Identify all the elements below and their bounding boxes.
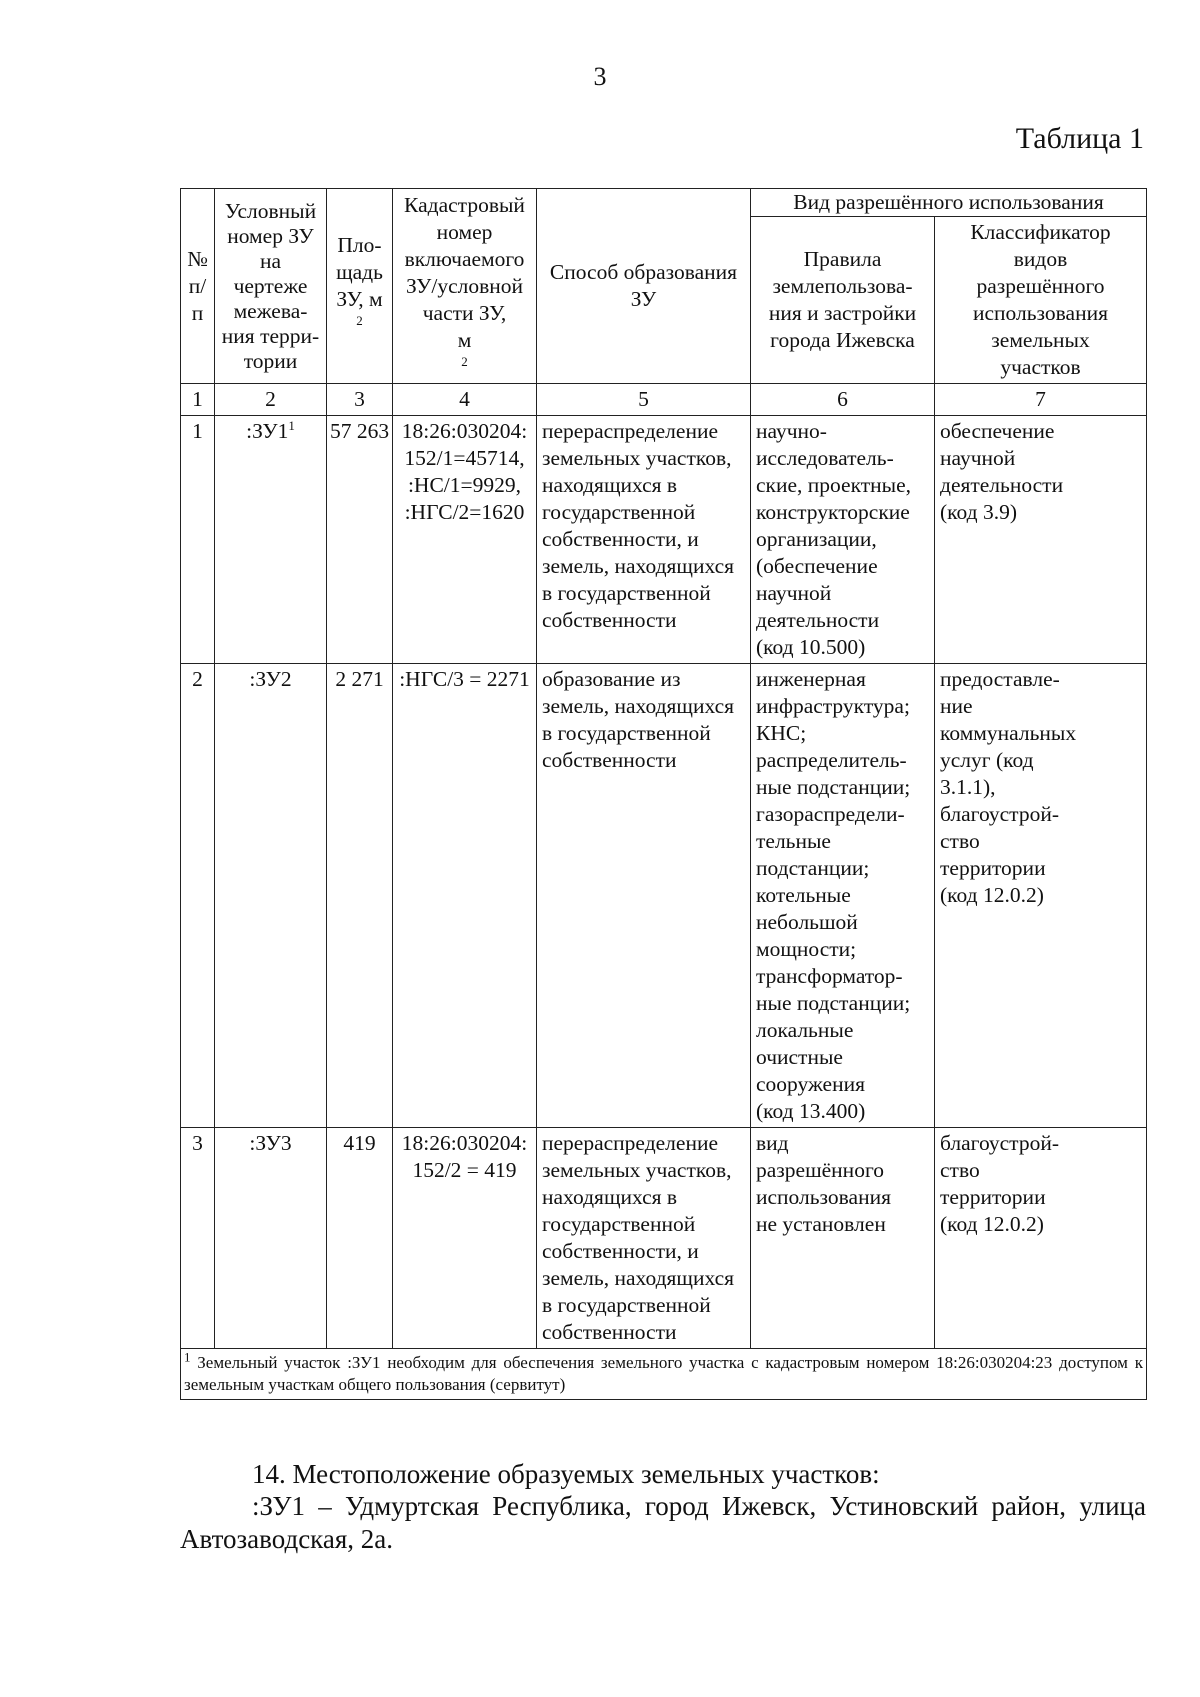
table-row [181,1128,1147,1349]
column-number: 3 [327,384,393,416]
column-number: 4 [393,384,537,416]
header-permitted-use-group: Вид разрешённого использования [751,189,1147,217]
footnote: $^1$ Земельный участок :ЗУ1 необходим для обеспечения земельного участка с кадастровым номером 18:26:030204:23 доступом к земельным участкам общего пользования (сервитут) [181,1349,1147,1400]
land-plots-table [180,188,1147,1400]
header-conditional-number: Условный номер ЗУ на чертеже межева- ния терри- тории [215,189,327,384]
land-use-rules-cell: инженерная инфраструктура; КНС; распределитель- ные подстанции; газораспредели- тельные подстанции; котельные небольшой мощности; трансформатор- ные подстанции; локальные очистные сооружения (код 13.400) [751,664,935,1128]
column-numbers-row [181,384,1147,416]
table-row [181,416,1147,664]
column-number: 7 [935,384,1147,416]
land-use-rules-cell: научно- исследователь- ские, проектные, конструкторские организации, (обеспечение научной деятельности (код 10.500) [751,416,935,664]
column-number: 5 [537,384,751,416]
area-cell: 57 263 [327,416,393,664]
zu-number-cell: :ЗУ2 [215,664,327,1128]
area-cell: 419 [327,1128,393,1349]
zu-number-cell: :ЗУ3 [215,1128,327,1349]
section-heading: 14. Местоположение образуемых земельных участков: [252,1459,880,1489]
column-number: 6 [751,384,935,416]
header-land-use-rules: Правила землепользова- ния и застройки города Ижевска [751,217,935,384]
column-number: 1 [181,384,215,416]
row-number-cell: 1 [181,416,215,664]
cadastral-cell: 18:26:030204: 152/2 = 419 [393,1128,537,1349]
header-formation-method: Способ образования ЗУ [537,189,751,384]
classifier-cell: предоставле- ние коммунальных услуг (код 3.1.1), благоустрой- ство территории (код 12.0.2) [935,664,1147,1128]
row-number-cell: 2 [181,664,215,1128]
cadastral-cell: 18:26:030204: 152/1=45714, :НС/1=9929, :НГС/2=1620 [393,416,537,664]
header-number: № п/п [181,189,215,384]
table-row [181,664,1147,1128]
header-area: Пло- щадь ЗУ, м $^2$ [327,189,393,384]
table-caption: Таблица 1 [1015,122,1144,155]
formation-method-cell: перераспределение земельных участков, находящихся в государственной собственности, и земель, находящихся в государственной собственности [537,1128,751,1349]
header-classifier: Классификатор видов разрешённого использования земельных участков [935,217,1147,384]
zu-number-cell: $:ЗУ1^1$ [215,416,327,664]
classifier-cell: благоустрой- ство территории (код 12.0.2) [935,1128,1147,1349]
classifier-cell: обеспечение научной деятельности (код 3.9) [935,416,1147,664]
formation-method-cell: перераспределение земельных участков, находящихся в государственной собственности, и земель, находящихся в государственной собственности [537,416,751,664]
header-cadastral-number: Кадастровый номер включаемого ЗУ/условной части ЗУ, м $^2$ [393,189,537,384]
column-number: 2 [215,384,327,416]
land-use-rules-cell: вид разрешённого использования не установлен [751,1128,935,1349]
row-number-cell: 3 [181,1128,215,1349]
page-number: 3 [593,62,607,91]
section-text: :ЗУ1 – Удмуртская Республика, город Ижевск, Устиновский район, улица Автозаводская, 2а. [180,1491,1146,1554]
footnote-row [181,1349,1147,1400]
formation-method-cell: образование из земель, находящихся в государственной собственности [537,664,751,1128]
cadastral-cell: :НГС/3 = 2271 [393,664,537,1128]
area-cell: 2 271 [327,664,393,1128]
